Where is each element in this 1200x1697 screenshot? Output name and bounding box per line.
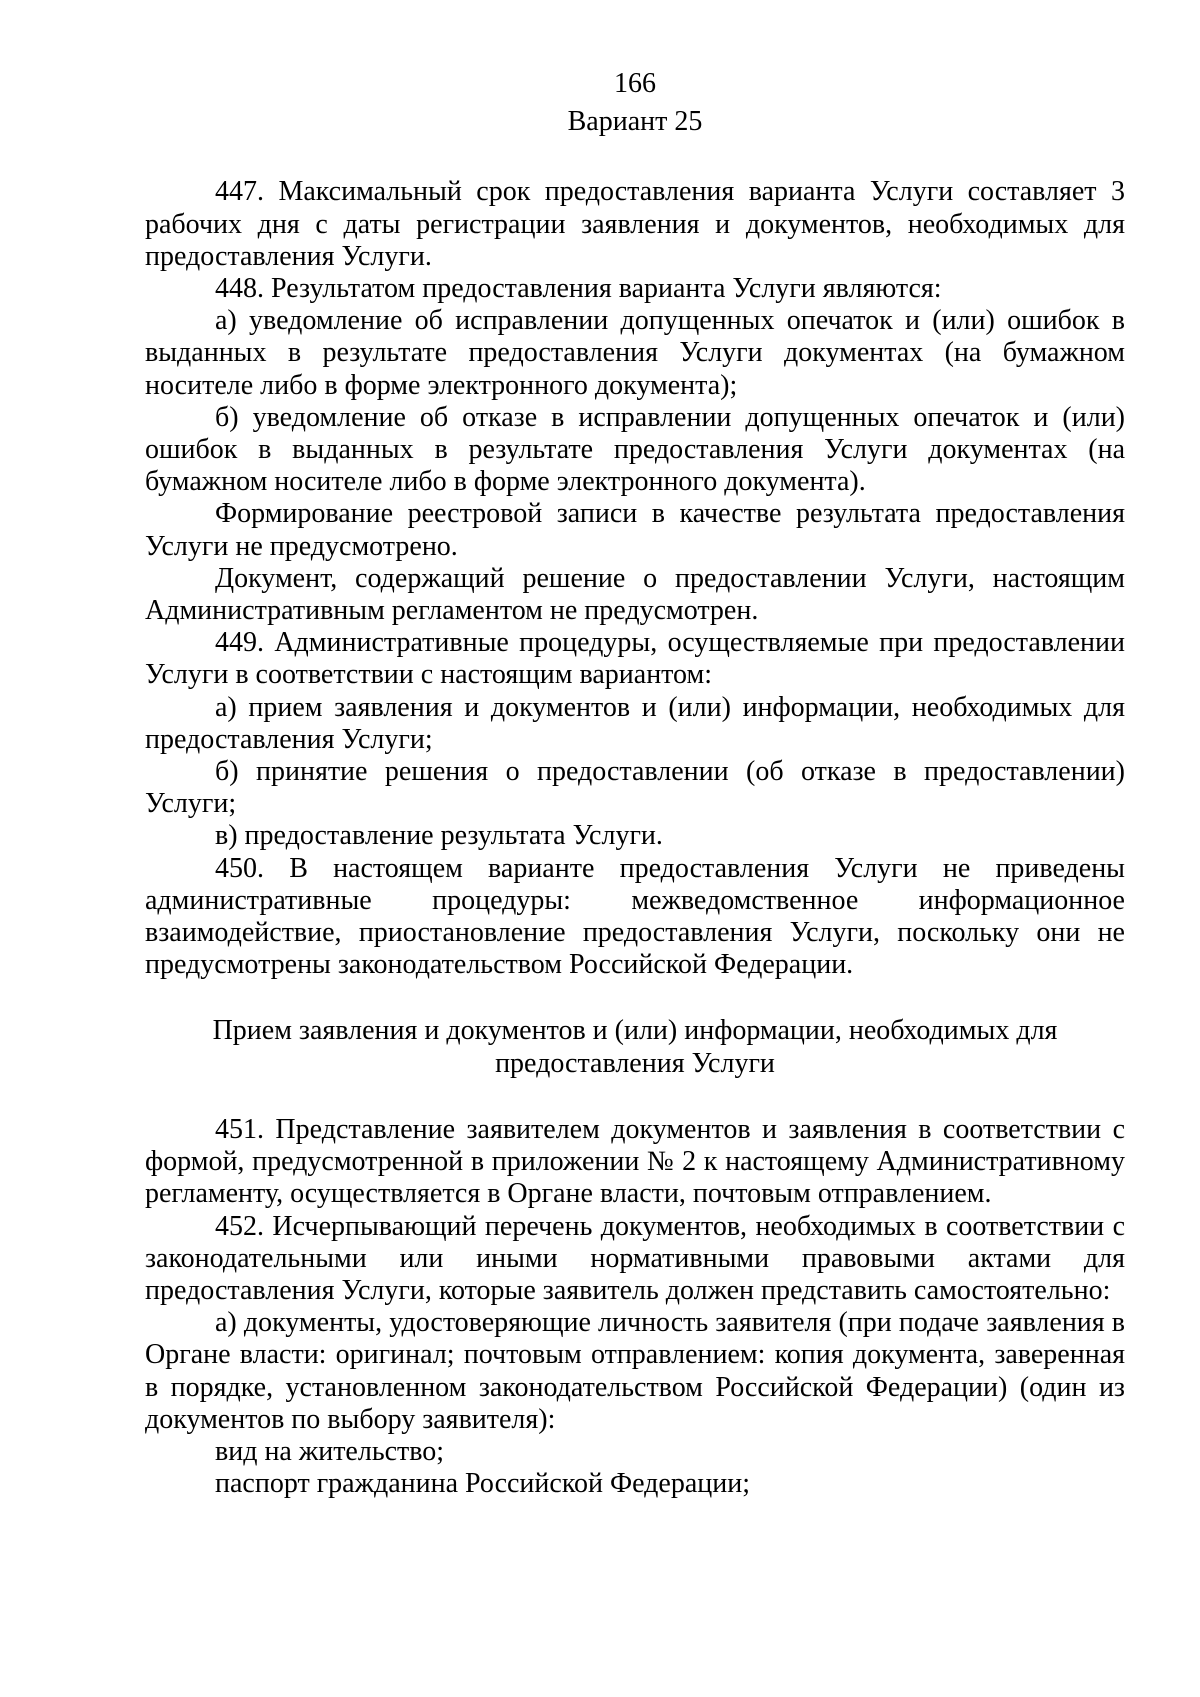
paragraph-449-c: в) предоставление результата Услуги. <box>215 820 663 852</box>
paragraph-448-a: а) уведомление об исправлении допущенных опечаток и (или) ошибок в выданных в результате предоставления Услуги документах (на бумажном носителе либо в форме электронного документа); <box>145 305 1125 401</box>
paragraph-registry-record: Формирование реестровой записи в качестве результата предоставления Услуги не предусмотрено. <box>145 498 1125 562</box>
list-item-residence-permit: вид на жительство; <box>215 1435 445 1467</box>
paragraph-decision-document: Документ, содержащий решение о предоставлении Услуги, настоящим Административным регламентом не предусмотрен. <box>145 562 1125 627</box>
paragraph-452-a: а) документы, удостоверяющие личность заявителя (при подаче заявления в Органе власти: оригинал; почтовым отправлением: копия документа, заверенная в порядке, установленном законодательством Российской Федерации) (один из документов по выбору заявителя): <box>145 1307 1125 1435</box>
body-after-heading <box>145 1114 1125 1500</box>
paragraph-449: 449. Административные процедуры, осуществляемые при предоставлении Услуги в соответствии с настоящим вариантом: <box>145 627 1125 691</box>
paragraph-451: 451. Представление заявителем документов и заявления в соответствии с формой, предусмотренной в приложении № 2 к настоящему Административному регламенту, осуществляется в Органе власти, почтовым отправлением. <box>145 1113 1125 1210</box>
paragraph-452: 452. Исчерпывающий перечень документов, необходимых в соответствии с законодательными или иными нормативными правовыми актами для предоставления Услуги, которые заявитель должен представить самостоятельно: <box>145 1210 1125 1306</box>
paragraph-448: 448. Результатом предоставления варианта Услуги являются: <box>215 273 942 305</box>
body-before-heading <box>145 176 1125 981</box>
paragraph-450: 450. В настоящем варианте предоставления Услуги не приведены административные процедуры: межведомственное информационное взаимодействие, приостановление предоставления Услуги, поскольку они не предусмотрены законодательством Российской Федерации. <box>145 852 1125 981</box>
variant-title: Вариант 25 <box>567 106 703 138</box>
paragraph-449-a: а) прием заявления и документов и (или) информации, необходимых для предоставления Услуги; <box>145 691 1125 755</box>
paragraph-448-b: б) уведомление об отказе в исправлении допущенных опечаток и (или) ошибок в выданных в результате предоставления Услуги документах (на бумажном носителе либо в форме электронного документа). <box>145 401 1125 498</box>
page-number: 166 <box>614 68 656 99</box>
list-item-passport: паспорт гражданина Российской Федерации; <box>215 1468 751 1500</box>
section-heading: Прием заявления и документов и (или) информации, необходимых для предоставления Услуги <box>212 1015 1058 1079</box>
document-page <box>145 60 1125 1500</box>
paragraph-447: 447. Максимальный срок предоставления варианта Услуги составляет 3 рабочих дня с даты регистрации заявления и документов, необходимых для предоставления Услуги. <box>145 176 1125 272</box>
paragraph-449-b: б) принятие решения о предоставлении (об отказе в предоставлении) Услуги; <box>145 756 1125 820</box>
